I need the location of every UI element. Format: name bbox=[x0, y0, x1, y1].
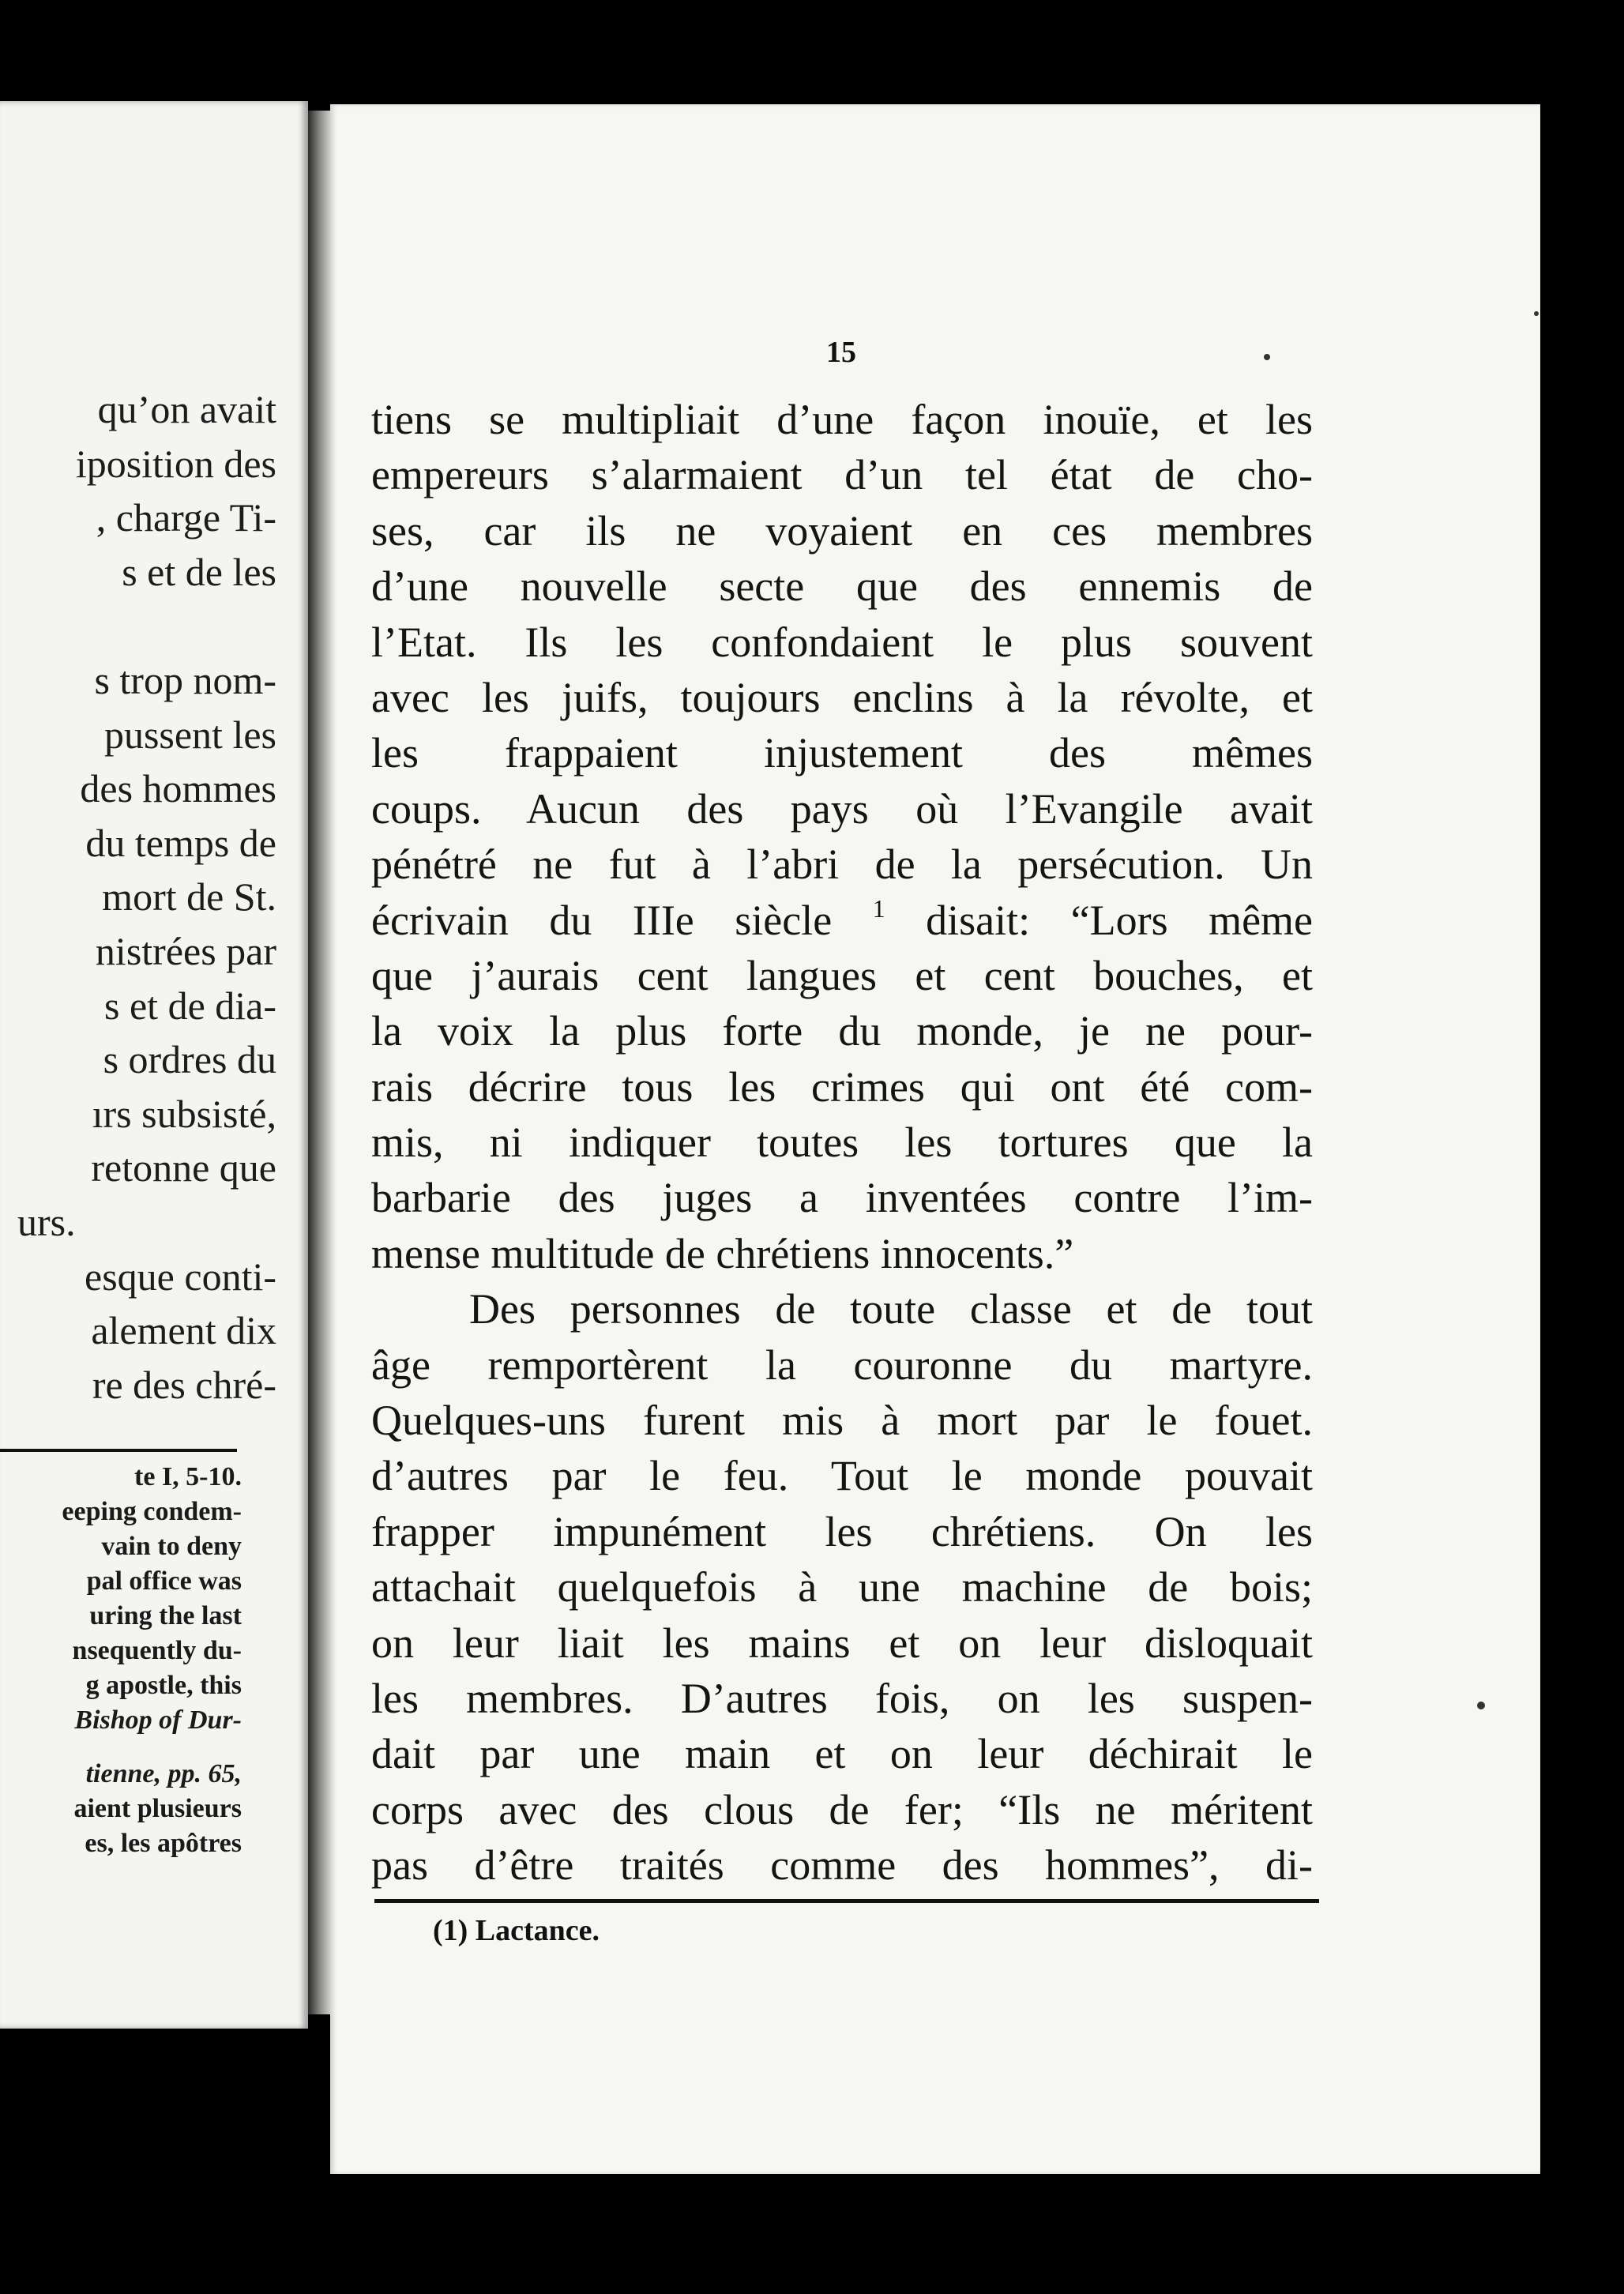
left-line: alement dix bbox=[91, 1308, 276, 1353]
text-line: corps avec des clous de fer; “Ils ne méritent bbox=[371, 1785, 1313, 1833]
left-note-line: uring the last bbox=[89, 1601, 242, 1630]
ink-speck bbox=[1264, 354, 1270, 360]
text-line: l’Etat. Ils les confondaient le plus souvent bbox=[371, 618, 1313, 666]
left-note-line: g apostle, this bbox=[85, 1671, 242, 1700]
text-line: ses, car ils ne voyaient en ces membres bbox=[371, 506, 1313, 555]
text-line: empereurs s’alarmaient d’un tel état de cho- bbox=[371, 451, 1313, 499]
text-segment: disait: “Lors même bbox=[926, 896, 1314, 944]
left-line bbox=[0, 599, 276, 653]
footnote-rule bbox=[374, 1899, 1319, 1903]
left-note-line: aient plusieurs bbox=[73, 1794, 242, 1823]
text-line: attachait quelquefois à une machine de bois; bbox=[371, 1563, 1313, 1611]
text-line: tiens se multipliait d’une façon inouïe, et les bbox=[371, 396, 1313, 443]
text-line: pas d’être traités comme des hommes”, di- bbox=[371, 1841, 1313, 1890]
left-line: pussent les bbox=[103, 712, 276, 757]
text-line: Quelques-uns furent mis à mort par le fouet. bbox=[371, 1397, 1313, 1445]
left-note-line: Bishop of Dur- bbox=[74, 1705, 242, 1735]
text-line: d’une nouvelle secte que des ennemis de bbox=[371, 562, 1313, 611]
left-line: nistrées par bbox=[95, 928, 276, 973]
left-line: s ordres du bbox=[103, 1037, 276, 1082]
text-segment: écrivain du IIIe siècle bbox=[371, 896, 833, 944]
text-line: d’autres par le feu. Tout le monde pouvait bbox=[371, 1452, 1313, 1500]
left-page bbox=[0, 101, 308, 2029]
text-line: pénétré ne fut à l’abri de la persécution. Un bbox=[371, 841, 1313, 889]
left-note-line: eeping condem- bbox=[62, 1497, 242, 1526]
text-line: barbarie des juges a inventées contre l’im- bbox=[371, 1174, 1313, 1222]
left-page-text bbox=[0, 382, 276, 1412]
left-line: s et de les bbox=[122, 549, 276, 594]
main-page bbox=[330, 104, 1540, 2174]
footnote-ref: 1 bbox=[872, 893, 885, 923]
text-line: coups. Aucun des pays où l’Evangile avait bbox=[371, 784, 1313, 833]
text-line: les membres. D’autres fois, on les suspen- bbox=[371, 1674, 1313, 1722]
text-line: avec les juifs, toujours enclins à la révolte, et bbox=[371, 673, 1313, 721]
text-line: Des personnes de toute classe et de tout bbox=[469, 1285, 1313, 1333]
left-line: mort de St. bbox=[102, 874, 276, 919]
left-note-line: tienne, pp. 65, bbox=[85, 1759, 242, 1788]
text-line: que j’aurais cent langues et cent bouches, et bbox=[371, 951, 1313, 999]
text-line-with-footnote-ref bbox=[371, 893, 1313, 948]
text-line: les frappaient injustement des mêmes bbox=[371, 729, 1313, 777]
left-line: ırs subsisté, bbox=[92, 1091, 276, 1136]
left-line: esque conti- bbox=[85, 1254, 276, 1299]
text-line: dait par une main et on leur déchirait le bbox=[371, 1730, 1313, 1778]
left-line: s trop nom- bbox=[94, 657, 276, 702]
ink-speck bbox=[1534, 311, 1539, 316]
body-text bbox=[371, 392, 1313, 1893]
left-line: des hommes bbox=[80, 766, 276, 811]
left-line: s et de dia- bbox=[104, 983, 276, 1028]
text-line: on leur liait les mains et on leur disloquait bbox=[371, 1619, 1313, 1667]
left-line: retonne que bbox=[91, 1145, 276, 1190]
left-note-line: nsequently du- bbox=[72, 1636, 242, 1665]
text-line: mense multitude de chrétiens innocents.” bbox=[371, 1229, 1074, 1277]
left-note-line: es, les apôtres bbox=[85, 1829, 242, 1858]
left-note-line: pal office was bbox=[86, 1566, 242, 1596]
text-line: âge remportèrent la couronne du martyre. bbox=[371, 1341, 1313, 1389]
left-footnotes bbox=[0, 1460, 242, 1861]
book-gutter bbox=[308, 111, 332, 2014]
text-line: frapper impunément les chrétiens. On les bbox=[371, 1507, 1313, 1555]
left-line: , charge Ti- bbox=[96, 495, 276, 540]
left-footnote-rule bbox=[0, 1449, 237, 1452]
ink-speck bbox=[1477, 1702, 1485, 1709]
text-line: la voix la plus forte du monde, je ne pour- bbox=[371, 1007, 1313, 1055]
left-line: du temps de bbox=[85, 820, 276, 865]
left-line: iposition des bbox=[75, 441, 276, 486]
left-note-line: te I, 5-10. bbox=[134, 1462, 242, 1491]
left-line: urs. bbox=[17, 1199, 76, 1244]
left-line: re des chré- bbox=[92, 1362, 276, 1407]
left-line: qu’on avait bbox=[97, 387, 276, 431]
footnote: (1) Lactance. bbox=[433, 1914, 600, 1947]
text-line: mis, ni indiquer toutes les tortures que la bbox=[371, 1119, 1313, 1167]
page-number: 15 bbox=[826, 336, 856, 369]
text-line: rais décrire tous les crimes qui ont été com- bbox=[371, 1062, 1313, 1111]
left-note-line: vain to deny bbox=[101, 1532, 242, 1561]
